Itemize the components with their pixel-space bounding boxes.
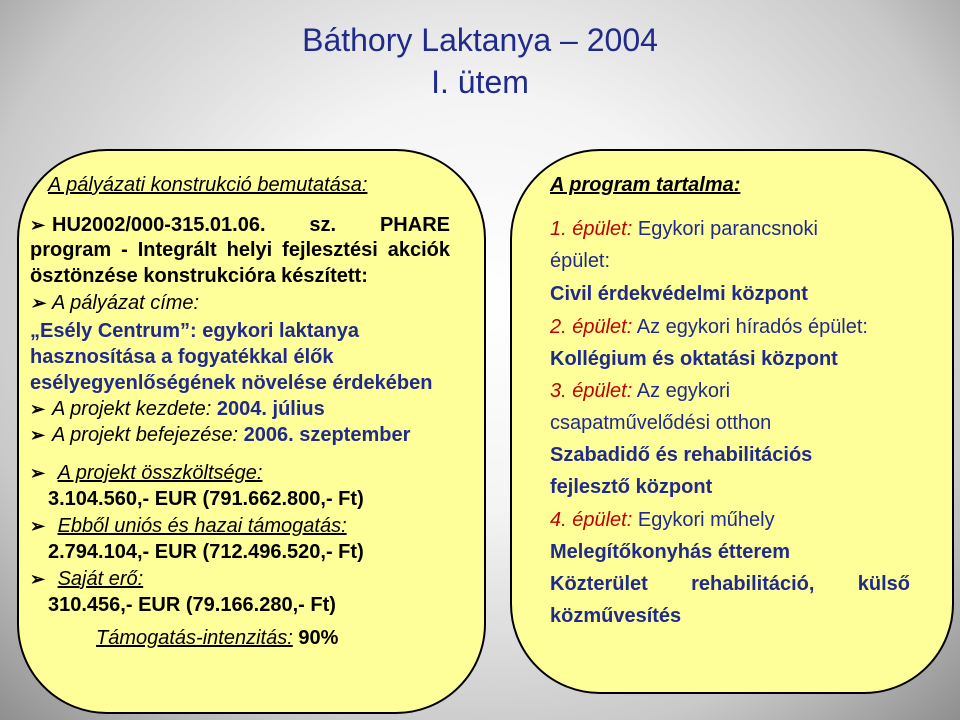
support-label-line: ➢ Ebből uniós és hazai támogatás: [30, 515, 347, 537]
project-title-3: esélyegyenlőségének növelése érdekében [30, 372, 433, 394]
arrow-bullet-icon: ➢ [30, 399, 46, 419]
project-title-2: hasznosítása a fogyatékkal élők [30, 346, 334, 368]
slide-subtitle: I. ütem [431, 64, 529, 100]
left-heading: A pályázati konstrukció bemutatása: [48, 174, 368, 196]
building-3-desc: csapatművelődési otthon [550, 412, 772, 434]
public-utilities: közművesítés [550, 605, 682, 627]
own-label-line: ➢ Saját erő: [30, 568, 144, 590]
hu-code-line: ➢ HU2002/000-315.01.06. sz. PHARE [30, 214, 450, 236]
building-3: 3. épület: Az egykori [550, 380, 731, 402]
support-value: 2.794.104,- EUR (712.496.520,- Ft) [48, 541, 364, 563]
building-4: 4. épület: Egykori műhely [550, 509, 775, 531]
program-line: program - Integrált helyi fejlesztési akciók [30, 239, 450, 261]
title-label: ➢ A pályázat címe: [30, 292, 200, 314]
arrow-bullet-icon: ➢ [30, 425, 46, 445]
public-area-line: Közterület rehabilitáció, külső [550, 573, 910, 595]
end-line: ➢ A projekt befejezése: 2006. szeptember [30, 424, 411, 446]
building-2-name: Kollégium és oktatási központ [550, 348, 838, 370]
building-4-name: Melegítőkonyhás étterem [550, 541, 791, 563]
arrow-bullet-icon: ➢ [30, 215, 46, 235]
intensity-line: Támogatás-intenzitás: 90% [96, 627, 339, 649]
arrow-bullet-icon: ➢ [30, 293, 46, 313]
building-1-name: Civil érdekvédelmi központ [550, 283, 808, 305]
slide-title: Báthory Laktanya – 2004 [302, 22, 658, 58]
building-1: 1. épület: Egykori parancsnoki [550, 218, 818, 240]
own-value: 310.456,- EUR (79.166.280,- Ft) [48, 594, 336, 616]
total-value: 3.104.560,- EUR (791.662.800,- Ft) [48, 488, 364, 510]
program-line-3: ösztönzése konstrukcióra készített: [30, 265, 368, 287]
arrow-bullet-icon: ➢ [30, 516, 46, 536]
building-3-name-1: Szabadidő és rehabilitációs [550, 444, 813, 466]
right-heading: A program tartalma: [550, 174, 741, 196]
start-line: ➢ A projekt kezdete: 2004. július [30, 398, 325, 420]
arrow-bullet-icon: ➢ [30, 569, 46, 589]
arrow-bullet-icon: ➢ [30, 463, 46, 483]
total-label-line: ➢ A projekt összköltsége: [30, 462, 263, 484]
building-2: 2. épület: Az egykori híradós épület: [550, 316, 868, 338]
building-3-name-2: fejlesztő központ [550, 476, 713, 498]
building-1-desc: épület: [550, 250, 611, 272]
project-title-1: „Esély Centrum”: egykori laktanya [30, 320, 360, 342]
